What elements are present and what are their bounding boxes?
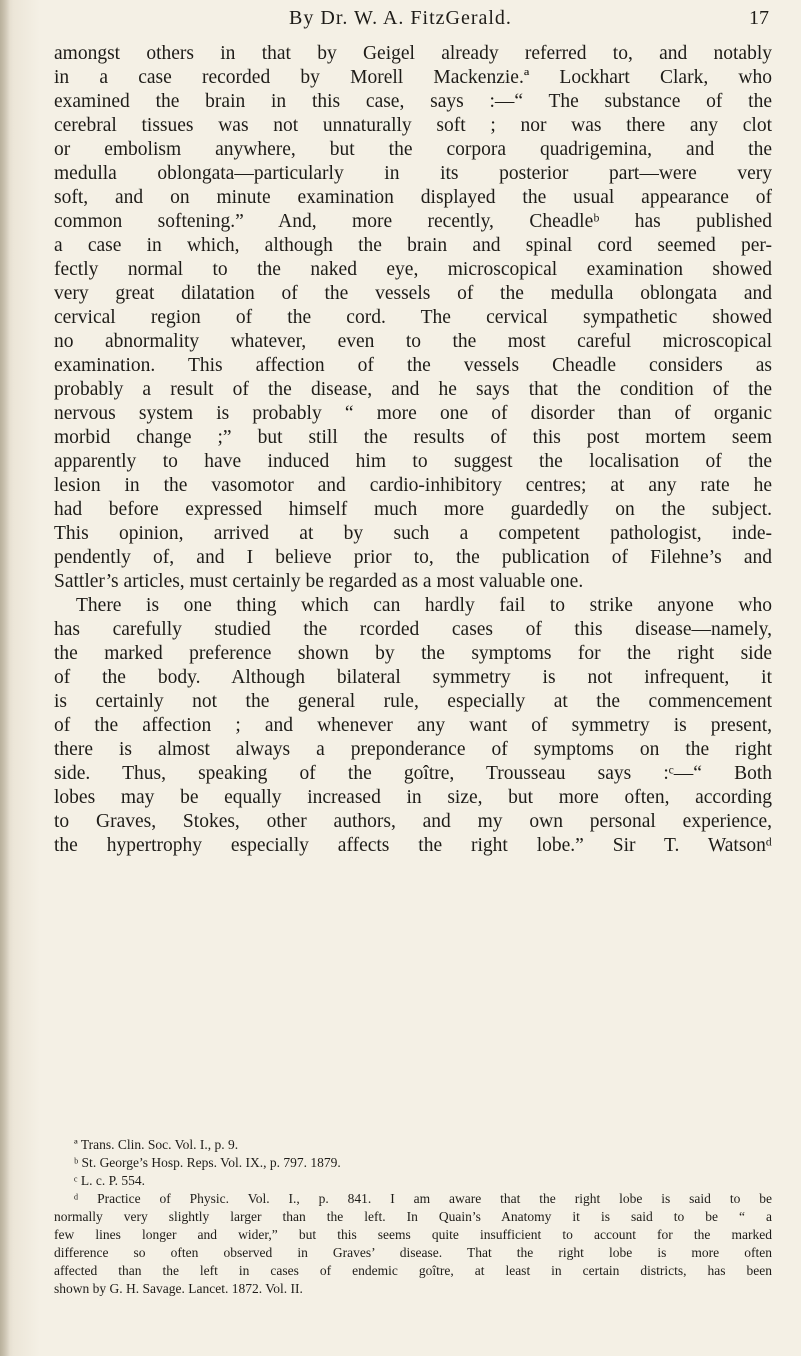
text-line: cerebral tissues was not unnaturally soft ; nor was there any clot [54,115,772,136]
footnote-d: ᵈ Practice of Physic. Vol. I., p. 841. I am aware that the right lobe is said to be [74,1191,772,1206]
binding-shadow [0,0,10,1356]
text-line: no abnormality whatever, even to the most careful microscopical [54,331,772,352]
text-line: nervous system is probably “ more one of disorder than of organic [54,403,772,424]
page-header [0,7,801,35]
text-line: examination. This affection of the vessels Cheadle considers as [54,355,772,376]
text-line: the marked preference shown by the symptoms for the right side [54,643,772,664]
footnote-a: ª Trans. Clin. Soc. Vol. I., p. 9. [74,1137,239,1152]
footnote-d-continued: difference so often observed in Graves’ disease. That the right lobe is more often [54,1245,772,1260]
text-line: a case in which, although the brain and spinal cord seemed per- [54,235,772,256]
text-line: There is one thing which can hardly fail to strike anyone who [76,595,772,616]
text-line: to Graves, Stokes, other authors, and my own personal experience, [54,811,772,832]
text-line: side. Thus, speaking of the goître, Trousseau says :ᶜ—“ Both [54,763,772,784]
footnote-d-continued: affected than the left in cases of endemic goître, at least in certain districts, has been [54,1263,772,1278]
text-line: amongst others in that by Geigel already referred to, and notably [54,43,772,64]
text-line: This opinion, arrived at by such a competent pathologist, inde- [54,523,772,544]
text-line: very great dilatation of the vessels of the medulla oblongata and [54,283,772,304]
text-line: common softening.” And, more recently, Cheadleᵇ has published [54,211,772,232]
text-line: pendently of, and I believe prior to, the publication of Filehne’s and [54,547,772,568]
body-text [54,42,772,858]
text-line: soft, and on minute examination displayed the usual appearance of [54,187,772,208]
text-line: medulla oblongata—particularly in its posterior part—were very [54,163,772,184]
footnote-d-continued: normally very slightly larger than the left. In Quain’s Anatomy it is said to be “ a [54,1209,772,1224]
text-line: had before expressed himself much more guardedly on the subject. [54,499,772,520]
text-line: the hypertrophy especially affects the right lobe.” Sir T. Watsonᵈ [54,835,772,856]
text-line: Sattler’s articles, must certainly be regarded as a most valuable one. [54,571,584,592]
text-line: fectly normal to the naked eye, microscopical examination showed [54,259,772,280]
text-line: has carefully studied the rcorded cases of this disease—namely, [54,619,772,640]
text-line: lesion in the vasomotor and cardio-inhibitory centres; at any rate he [54,475,772,496]
text-line: is certainly not the general rule, especially at the commencement [54,691,772,712]
text-line: there is almost always a preponderance of symptoms on the right [54,739,772,760]
text-line: probably a result of the disease, and he says that the condition of the [54,379,772,400]
text-line: cervical region of the cord. The cervical sympathetic showed [54,307,772,328]
text-line: morbid change ;” but still the results of this post mortem seem [54,427,772,448]
text-line: lobes may be equally increased in size, but more often, according [54,787,772,808]
footnote-d-continued: few lines longer and wider,” but this seems quite insufficient to account for the marked [54,1227,772,1242]
text-line: examined the brain in this case, says :—“ The substance of the [54,91,772,112]
footnotes [54,1136,772,1298]
text-line: in a case recorded by Morell Mackenzie.ª Lockhart Clark, who [54,67,772,88]
text-line: of the body. Although bilateral symmetry is not infrequent, it [54,667,772,688]
footnote-b: ᵇ St. George’s Hosp. Reps. Vol. IX., p. 797. 1879. [74,1155,341,1170]
page-number: 17 [749,7,769,29]
text-line: apparently to have induced him to suggest the localisation of the [54,451,772,472]
footnote-d-continued: shown by G. H. Savage. Lancet. 1872. Vol. II. [54,1281,303,1296]
footnote-c: ᶜ L. c. P. 554. [74,1173,145,1188]
text-line: or embolism anywhere, but the corpora quadrigemina, and the [54,139,772,160]
running-head: By Dr. W. A. FitzGerald. [289,7,512,29]
text-line: of the affection ; and whenever any want of symmetry is present, [54,715,772,736]
